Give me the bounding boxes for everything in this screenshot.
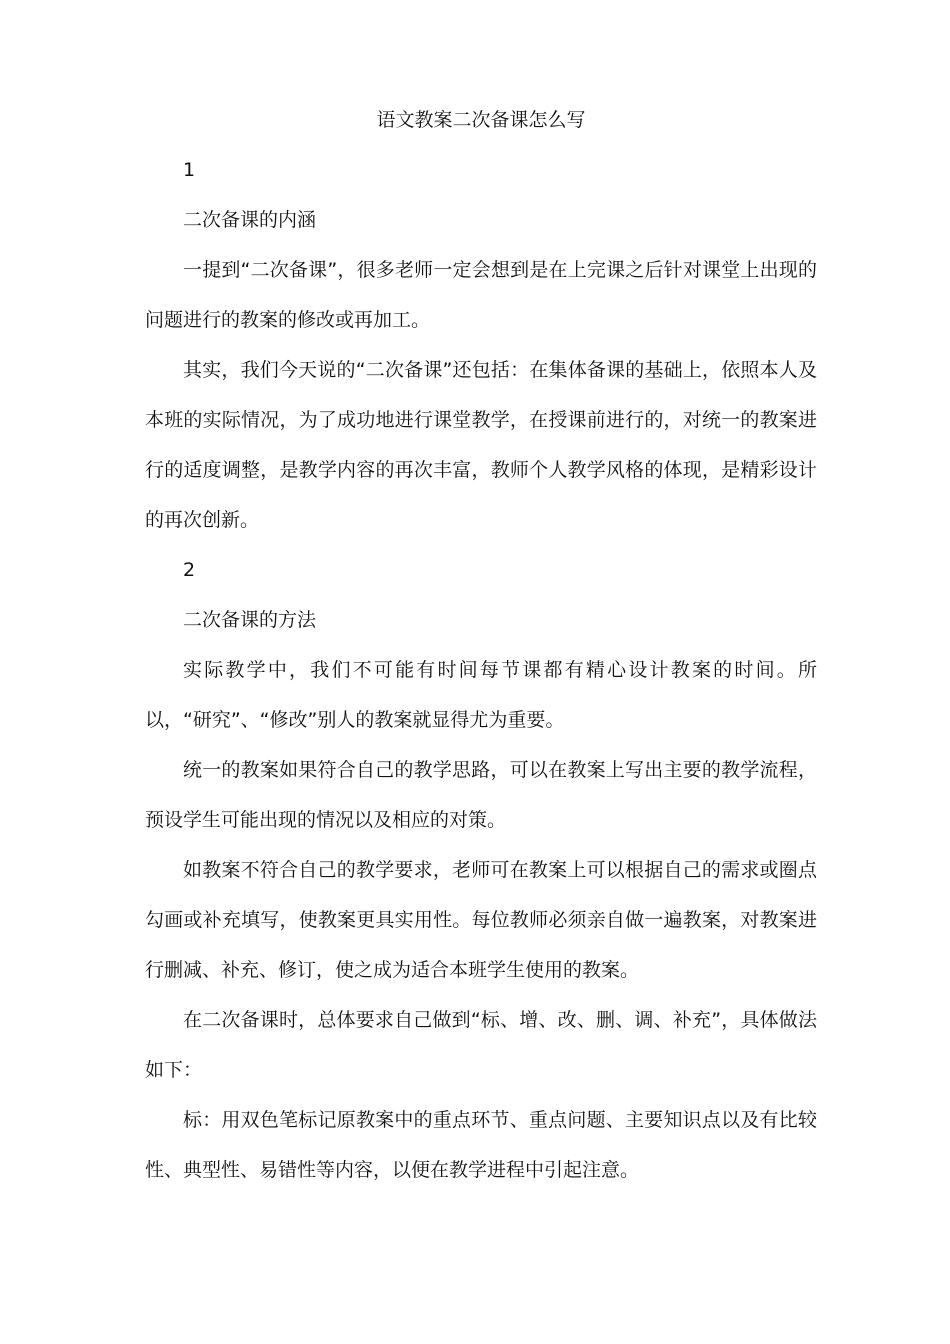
section-heading-method: 二次备课的方法 — [183, 609, 317, 631]
paragraph: 实际教学中，我们不可能有时间每节课都有精心设计教案的时间。所以，“研究”、“修改”别人的教案就显得尤为重要。 — [145, 659, 817, 731]
paragraph: 在二次备课时，总体要求自己做到“标、增、改、删、调、补充”，具体做法如下： — [145, 1009, 817, 1081]
section-number-1: 1 — [183, 159, 196, 181]
paragraph: 一提到“二次备课”，很多老师一定会想到是在上完课之后针对课堂上出现的问题进行的教案的修改或再加工。 — [145, 259, 817, 331]
paragraph: 统一的教案如果符合自己的教学思路，可以在教案上写出主要的教学流程，预设学生可能出现的情况以及相应的对策。 — [145, 759, 817, 831]
paragraph: 标：用双色笔标记原教案中的重点环节、重点问题、主要知识点以及有比较性、典型性、易错性等内容，以便在教学进程中引起注意。 — [145, 1109, 817, 1181]
document-title: 语文教案二次备课怎么写 — [376, 109, 586, 131]
document-body — [145, 95, 817, 1195]
paragraph: 其实，我们今天说的“二次备课”还包括：在集体备课的基础上，依照本人及本班的实际情况，为了成功地进行课堂教学，在授课前进行的，对统一的教案进行的适度调整，是教学内容的再次丰富，教师个人教学风格的体现，是精彩设计的再次创新。 — [145, 359, 817, 531]
section-heading-connotation: 二次备课的内涵 — [183, 209, 317, 231]
paragraph: 如教案不符合自己的教学要求，老师可在教案上可以根据自己的需求或圈点勾画或补充填写，使教案更具实用性。每位教师必须亲自做一遍教案，对教案进行删减、补充、修订，使之成为适合本班学生使用的教案。 — [145, 859, 817, 981]
section-number-2: 2 — [183, 559, 196, 581]
